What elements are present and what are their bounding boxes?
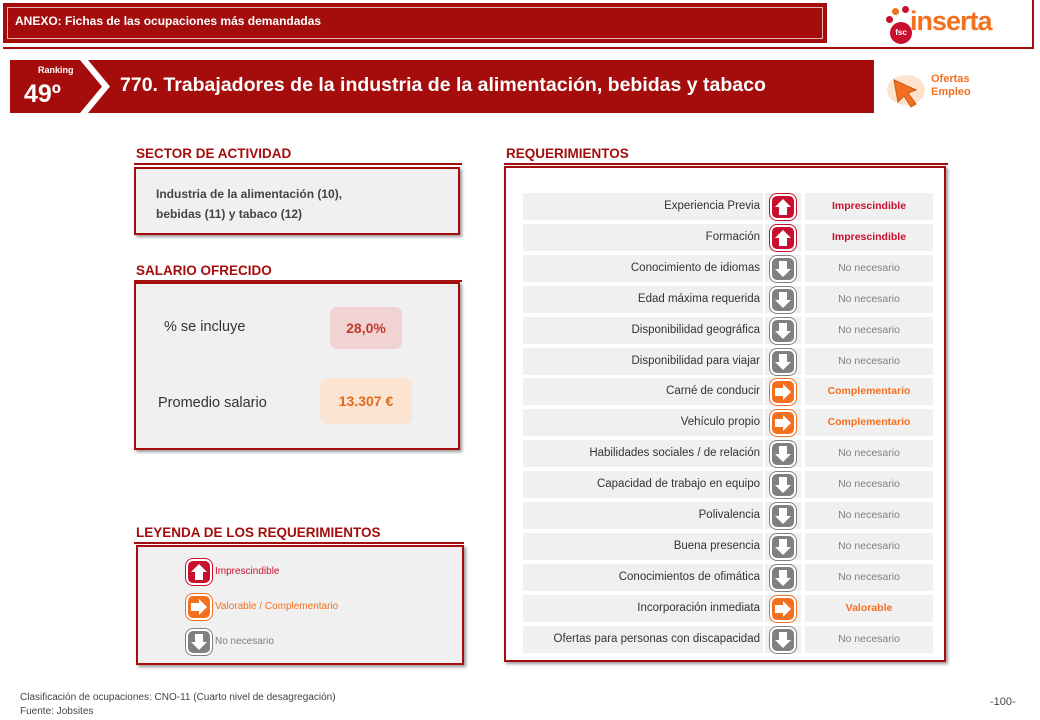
legend-heading: LEYENDA DE LOS REQUERIMIENTOS <box>136 525 381 540</box>
arrow-down-icon <box>188 631 210 653</box>
legend-heading-line <box>134 542 464 544</box>
arrow-down-icon <box>772 320 794 342</box>
requirement-label: Habilidades sociales / de relación <box>523 440 763 467</box>
requirement-label: Conocimiento de idiomas <box>523 255 763 282</box>
sector-description: Industria de la alimentación (10), bebidas (11) y tabaco (12) <box>156 187 343 221</box>
requirement-icon-cell <box>765 440 801 467</box>
requirement-icon-cell <box>765 471 801 498</box>
footer-classification: Clasificación de ocupaciones: CNO-11 (Cuarto nivel de desagregación) <box>20 692 336 703</box>
arrow-down-icon <box>772 351 794 373</box>
logo-badge: fsc <box>890 22 912 44</box>
requirement-row <box>523 533 933 560</box>
requirement-row <box>523 255 933 282</box>
requirement-icon-cell <box>765 378 801 405</box>
avg-salary-value: 13.307 € <box>320 378 412 424</box>
arrow-down-icon <box>772 443 794 465</box>
header-right-border <box>1032 0 1034 49</box>
logo-dot-red <box>902 6 909 13</box>
requirement-row <box>523 502 933 529</box>
requirement-icon-cell <box>765 255 801 282</box>
requirement-row <box>523 564 933 591</box>
requirement-icon-cell <box>765 348 801 375</box>
requirement-icon-cell <box>765 193 801 220</box>
requirement-value: No necesario <box>805 440 933 467</box>
requirement-row <box>523 378 933 405</box>
requirement-value: No necesario <box>805 533 933 560</box>
footer-source: Fuente: Jobsites <box>20 706 94 717</box>
ofertas-empleo-link[interactable] <box>886 68 996 112</box>
arrow-up-icon <box>188 561 210 583</box>
requirement-icon-cell <box>765 533 801 560</box>
pct-included-label: % se incluye <box>164 319 246 335</box>
requirement-label: Carné de conducir <box>523 378 763 405</box>
requirement-label: Conocimientos de ofimática <box>523 564 763 591</box>
header-divider <box>3 47 1033 49</box>
annex-header-bar <box>3 3 827 43</box>
requirement-value: No necesario <box>805 255 933 282</box>
requirement-label: Incorporación inmediata <box>523 595 763 622</box>
requirement-label: Vehículo propio <box>523 409 763 436</box>
salary-heading: SALARIO OFRECIDO <box>136 263 272 278</box>
requirement-row <box>523 193 933 220</box>
requirement-value: No necesario <box>805 317 933 344</box>
requirement-label: Disponibilidad geográfica <box>523 317 763 344</box>
arrow-down-icon <box>772 474 794 496</box>
arrow-right-icon <box>772 598 794 620</box>
requirement-label: Formación <box>523 224 763 251</box>
ofertas-label: Ofertas Empleo <box>931 73 971 98</box>
salary-panel <box>134 282 460 450</box>
logo-dot-red-2 <box>886 16 893 23</box>
arrow-right-icon <box>188 596 210 618</box>
inserta-logo <box>884 4 994 46</box>
requirement-value: No necesario <box>805 502 933 529</box>
requirement-icon-cell <box>765 626 801 653</box>
arrow-down-icon <box>772 258 794 280</box>
page-number: -100- <box>990 696 1016 708</box>
requirement-value: No necesario <box>805 471 933 498</box>
requirement-value: Complementario <box>805 378 933 405</box>
requirement-row <box>523 409 933 436</box>
requirement-icon-cell <box>765 595 801 622</box>
requirement-label: Polivalencia <box>523 502 763 529</box>
arrow-right-icon <box>772 412 794 434</box>
requirement-icon-cell <box>765 224 801 251</box>
chevron-divider-icon <box>80 60 110 113</box>
legend-label: No necesario <box>215 636 274 647</box>
legend-label: Imprescindible <box>215 566 280 577</box>
sector-heading-line <box>134 163 462 165</box>
logo-text: inserta <box>910 6 992 36</box>
requirement-row <box>523 224 933 251</box>
requirement-label: Edad máxima requerida <box>523 286 763 313</box>
logo-dot-orange <box>892 8 899 15</box>
pct-included-value: 28,0% <box>330 307 402 349</box>
ranking-value: 49º <box>24 80 61 108</box>
avg-salary-label: Promedio salario <box>158 395 267 411</box>
requirement-row <box>523 317 933 344</box>
requirement-value: No necesario <box>805 564 933 591</box>
requirement-row <box>523 286 933 313</box>
arrow-right-icon <box>772 381 794 403</box>
arrow-up-icon <box>772 227 794 249</box>
occupation-title: 770. Trabajadores de la industria de la alimentación, bebidas y tabaco <box>120 74 766 96</box>
requirement-icon-cell <box>765 286 801 313</box>
requirement-value: Valorable <box>805 595 933 622</box>
legend-label: Valorable / Complementario <box>215 601 339 612</box>
arrow-down-icon <box>772 289 794 311</box>
requirement-value: No necesario <box>805 286 933 313</box>
ranking-label: Ranking <box>38 65 74 75</box>
requirement-row <box>523 348 933 375</box>
sector-heading: SECTOR DE ACTIVIDAD <box>136 146 292 161</box>
requirement-value: Complementario <box>805 409 933 436</box>
requirement-row <box>523 471 933 498</box>
requirement-row <box>523 595 933 622</box>
requirement-label: Disponibilidad para viajar <box>523 348 763 375</box>
requirement-icon-cell <box>765 564 801 591</box>
requirement-value: Imprescindible <box>805 193 933 220</box>
requirements-heading: REQUERIMIENTOS <box>506 146 629 161</box>
requirement-value: No necesario <box>805 626 933 653</box>
requirement-value: Imprescindible <box>805 224 933 251</box>
requirement-row <box>523 626 933 653</box>
requirement-icon-cell <box>765 502 801 529</box>
arrow-down-icon <box>772 567 794 589</box>
ofertas-cursor-icon <box>886 68 930 112</box>
requirement-label: Capacidad de trabajo en equipo <box>523 471 763 498</box>
requirement-label: Buena presencia <box>523 533 763 560</box>
requirement-row <box>523 440 933 467</box>
requirement-label: Ofertas para personas con discapacidad <box>523 626 763 653</box>
requirement-value: No necesario <box>805 348 933 375</box>
requirement-label: Experiencia Previa <box>523 193 763 220</box>
arrow-down-icon <box>772 629 794 651</box>
requirement-icon-cell <box>765 409 801 436</box>
requirements-heading-line <box>504 163 948 165</box>
arrow-down-icon <box>772 536 794 558</box>
arrow-down-icon <box>772 505 794 527</box>
requirement-icon-cell <box>765 317 801 344</box>
annex-title: ANEXO: Fichas de las ocupaciones más demandadas <box>15 14 322 28</box>
arrow-up-icon <box>772 196 794 218</box>
